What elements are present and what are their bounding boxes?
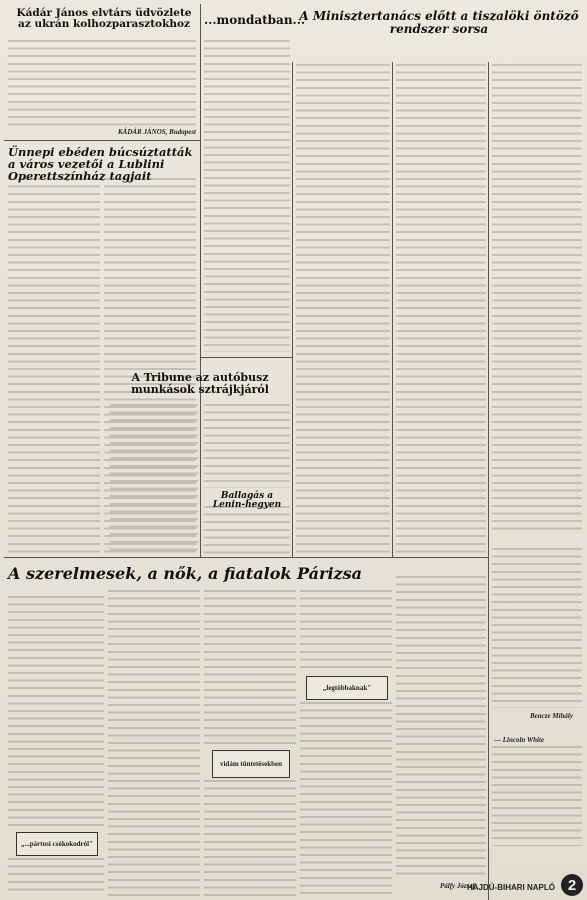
headline-kadar: Kádár János elvtárs üdvözlete az ukrán kolhozparasztokhoz (16, 7, 192, 31)
column-rule (292, 62, 293, 557)
article-text-parizs-col1 (8, 596, 104, 826)
section-rule (4, 140, 200, 141)
article-text-parizs-col4 (300, 590, 392, 672)
headline-miniszter: A Minisztertanács előtt a tiszalöki öntöző rendszer sorsa (299, 9, 579, 36)
section-rule (200, 357, 292, 358)
article-text-kadar (8, 40, 196, 126)
article-text-parizs-col1b (8, 858, 104, 896)
pullquote-vidam: vidám tüntetésekben (212, 750, 290, 778)
signature-kadar: KÁDÁR JÁNOS, Budapest (118, 128, 196, 136)
signature-bencze: Bencze Mihály (530, 712, 573, 720)
article-text-tribune-col1 (110, 404, 198, 554)
article-text-parizs-col4b (300, 702, 392, 896)
article-text-unnepi-col1 (8, 178, 100, 553)
article-text-miniszter-col2 (396, 64, 486, 554)
headline-unnepi: Ünnepi ebéden búcsúztatták a város vezetői a Lublini Operettszínház tagjait (8, 145, 193, 184)
column-rule (488, 62, 489, 900)
pullquote-partosi: „...pártosi csókokodról" (16, 832, 98, 856)
article-text-tribune-col2 (204, 404, 290, 488)
headline-ballagas: Ballagás a Lenin-hegyen (212, 491, 282, 511)
article-text-miniszter-col3 (492, 64, 582, 534)
headline-parizs: A szerelmesek, a nők, a fiatalok Párizsa (8, 564, 362, 583)
column-rule (392, 62, 393, 557)
article-text-miniszter-col1 (296, 64, 390, 554)
article-text-right-lower (492, 548, 582, 708)
headline-mondatban: ...mondatban... (204, 13, 306, 27)
article-text-parizs-col2 (108, 590, 200, 896)
article-text-parizs-col5 (396, 576, 486, 876)
article-text-mondatban (204, 40, 290, 352)
headline-tribune: A Tribune az autóbusz munkások sztrájkjáról (131, 371, 269, 396)
article-text-parizs-col3 (204, 590, 296, 746)
newspaper-name: HAJDÚ-BIHARI NAPLÓ (467, 883, 555, 892)
article-text-lincoln (492, 746, 582, 846)
page-number: 2 (561, 874, 583, 896)
byline-lincoln: — Lincoln White (494, 736, 545, 744)
column-rule (200, 4, 201, 557)
author-parizs: Pálfy József (440, 882, 475, 890)
article-text-parizs-col3b (204, 780, 296, 896)
pullquote-legtobb: „legtöbbaknak" (306, 676, 388, 700)
article-text-ballagas (204, 506, 290, 554)
section-rule (4, 557, 488, 558)
